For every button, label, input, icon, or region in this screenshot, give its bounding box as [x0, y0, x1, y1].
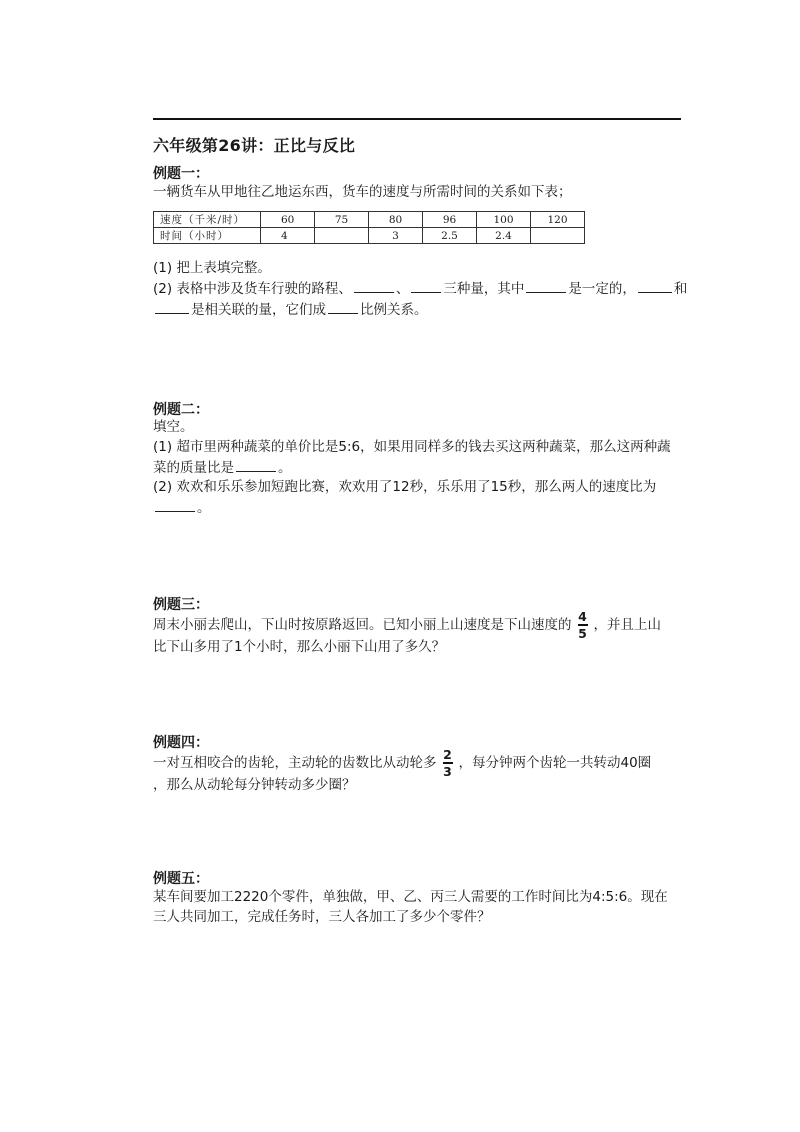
- ex3-text-b: ，并且上山: [593, 616, 661, 633]
- example-1-intro: 一辆货车从甲地往乙地运东西，货车的速度与所需时间的关系如下表；: [153, 184, 572, 200]
- q2-text-end: 。: [197, 500, 211, 516]
- fraction-two-thirds: [443, 748, 453, 778]
- answer-blank[interactable]: [526, 279, 566, 293]
- header-rule: [153, 118, 681, 120]
- q2-text-e: 是相关联的量，它们成: [191, 302, 326, 318]
- example-3-title: 例题三：: [153, 597, 209, 613]
- table-cell: 100: [477, 212, 531, 228]
- table-cell: 2.5: [423, 228, 477, 244]
- fraction-numerator: 4: [578, 609, 587, 624]
- q2-text-a: (2) 表格中涉及货车行驶的路程、: [153, 281, 352, 297]
- example-1-question-1: (1) 把上表填完整。: [153, 260, 271, 276]
- answer-blank[interactable]: [236, 458, 276, 472]
- q2-separator: 、: [395, 281, 410, 297]
- example-2-title: 例题二：: [153, 402, 209, 418]
- fraction-denominator: 5: [578, 625, 587, 641]
- q2-text-d: 和: [673, 281, 688, 297]
- q2-text-b: 三种量，其中: [443, 281, 525, 297]
- table-cell: 75: [315, 212, 369, 228]
- answer-blank[interactable]: [328, 300, 358, 314]
- fraction-four-fifths: [578, 610, 588, 640]
- table-cell: [531, 228, 585, 244]
- lesson-title: 六年级第26讲：正比与反比: [153, 136, 356, 155]
- table-cell: [315, 228, 369, 244]
- table-cell: 80: [369, 212, 423, 228]
- q1-text-b: 菜的质量比是: [153, 460, 234, 476]
- table-cell: 96: [423, 212, 477, 228]
- example-1-question-2-cont: [153, 300, 428, 319]
- answer-blank[interactable]: [155, 300, 189, 314]
- example-4-title: 例题四：: [153, 735, 209, 751]
- example-4-line-1: [153, 748, 651, 778]
- q2-text-c: 是一定的，: [568, 281, 636, 297]
- table-row: [154, 228, 585, 244]
- table-row-label-speed: 速度（千米/时）: [154, 212, 261, 228]
- example-4-line-2: ，那么从动轮每分钟转动多少圈？: [153, 777, 356, 793]
- answer-blank[interactable]: [638, 279, 672, 293]
- example-1-title: 例题一：: [153, 166, 209, 182]
- table-cell: 120: [531, 212, 585, 228]
- example-2-question-1: (1) 超市里两种蔬菜的单价比是5:6，如果用同样多的钱去买这两种蔬菜，那么这两种蔬: [153, 439, 671, 455]
- fraction-denominator: 3: [443, 763, 452, 779]
- table-cell: 3: [369, 228, 423, 244]
- q2-text-f: 比例关系。: [360, 302, 428, 318]
- example-5-line-1: 某车间要加工2220个零件，单独做，甲、乙、丙三人需要的工作时间比为4:5:6。现在: [153, 889, 668, 905]
- table-row: [154, 212, 585, 228]
- example-1-question-2: [153, 279, 687, 298]
- table-row-label-time: 时间（小时）: [154, 228, 261, 244]
- fraction-numerator: 2: [443, 747, 452, 762]
- answer-blank[interactable]: [155, 498, 195, 512]
- example-5-title: 例题五：: [153, 871, 209, 887]
- example-3-line-2: 比下山多用了1个小时，那么小丽下山用了多久？: [153, 639, 446, 655]
- example-2-question-1-cont: [153, 458, 292, 477]
- ex3-text-a: 周末小丽去爬山，下山时按原路返回。已知小丽上山速度是下山速度的: [153, 616, 572, 633]
- example-2-question-2: (2) 欢欢和乐乐参加短跑比赛，欢欢用了12秒，乐乐用了15秒，那么两人的速度比为: [153, 479, 657, 495]
- example-2-question-2-cont: [153, 498, 211, 517]
- table-cell: 2.4: [477, 228, 531, 244]
- table-cell: 60: [261, 212, 315, 228]
- answer-blank[interactable]: [411, 279, 441, 293]
- example-2-intro: 填空。: [153, 419, 194, 435]
- example-3-line-1: [153, 610, 661, 640]
- answer-blank[interactable]: [354, 279, 394, 293]
- q1-text-c: 。: [278, 460, 292, 476]
- table-cell: 4: [261, 228, 315, 244]
- example-5-line-2: 三人共同加工，完成任务时，三人各加工了多少个零件？: [153, 909, 491, 925]
- speed-time-table: [153, 211, 585, 244]
- ex4-text-a: 一对互相咬合的齿轮，主动轮的齿数比从动轮多: [153, 754, 437, 771]
- ex4-text-b: ，每分钟两个齿轮一共转动40圈: [458, 754, 652, 771]
